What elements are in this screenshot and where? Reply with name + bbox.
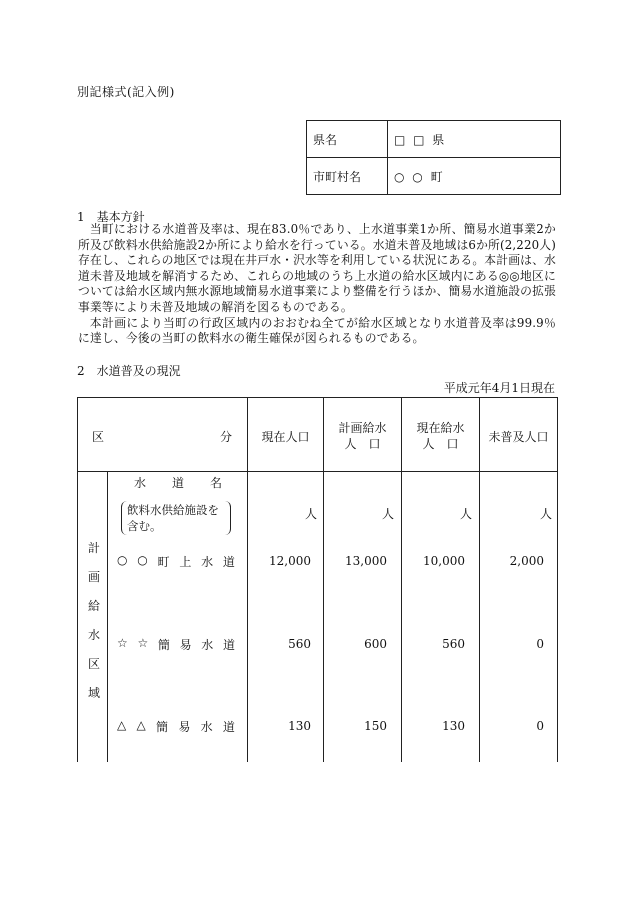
as-of-date: 平成元年4月1日現在 [443, 381, 555, 395]
unit-label: 人 [459, 507, 472, 521]
form-title: 別記様式(記入例) [77, 85, 175, 99]
unit-label: 人 [381, 507, 394, 521]
header-current-served [402, 420, 479, 452]
cell-current-served: 560 [442, 637, 465, 651]
header-division-left: 区 [92, 430, 105, 444]
side-label-char: 域 [87, 686, 100, 700]
cell-current-served: 10,000 [423, 554, 465, 568]
prefecture-value: □ □ 県 [388, 121, 561, 158]
cell-planned-population: 600 [364, 637, 387, 651]
column-divider [323, 398, 324, 762]
name-char: 上 [179, 555, 192, 569]
name-char: 水 [201, 555, 214, 569]
cell-unserved-population: 2,000 [509, 554, 544, 568]
header-unserved-population: 未普及人口 [488, 430, 549, 444]
name-char: 道 [222, 555, 235, 569]
name-char: ☆ [117, 636, 128, 650]
header-planned-population [324, 420, 401, 452]
name-char: 水 [200, 720, 213, 734]
side-label-char: 水 [87, 628, 100, 642]
paragraph: 当町における水道普及率は、現在83.0％であり、上水道事業1か所、簡易水道事業2か所及び飲料水供給施設2か所により給水を行っている。水道未普及地域は6か所(2,220人)存在し、これらの地区では現在井戸水・沢水等を利用している状況にある。本計画は、水道未普及地域を解消するため、これらの地域のうち上水道の給水区域内にある◎◎地区については給水区域内無水源地域簡易水道事業により整備を行うほか、簡易水道施設の拡張事業等により未普及地域の解消を図るものである。 [78, 222, 556, 314]
side-label-planned-area [87, 534, 101, 708]
name-char: 水 [201, 638, 214, 652]
name-char: 道 [222, 638, 235, 652]
name-char: 道 [222, 720, 235, 734]
name-char: 易 [179, 638, 192, 652]
header-line: 人 口 [422, 437, 459, 451]
cell-current-served: 130 [442, 719, 465, 733]
name-char: ☆ [137, 636, 149, 650]
waterworks-name-town-water [117, 553, 235, 570]
column-divider [479, 398, 480, 762]
label-char: 水 [134, 476, 147, 490]
header-line: 現在給水 [416, 421, 465, 435]
unit-label: 人 [304, 507, 317, 521]
municipality-label: 市町村名 [307, 158, 388, 195]
cell-current-population: 12,000 [269, 554, 311, 568]
header-line: 計画給水 [338, 421, 387, 435]
column-divider [401, 398, 402, 762]
name-char: △ [117, 718, 127, 732]
name-char: 易 [178, 720, 191, 734]
cell-unserved-population: 0 [536, 637, 544, 651]
side-label-char: 画 [87, 570, 100, 584]
waterworks-name-star-simple [117, 636, 235, 653]
bracket-note-text: 飲料水供給施設を含む。 [127, 503, 219, 533]
prefecture-table [306, 120, 561, 195]
name-char: △ [136, 718, 146, 732]
cell-current-population: 130 [288, 719, 311, 733]
side-label-char: 計 [87, 541, 100, 555]
label-char: 道 [171, 476, 184, 490]
cell-planned-population: 150 [364, 719, 387, 733]
name-char: 町 [157, 555, 170, 569]
water-supply-table [77, 397, 558, 762]
prefecture-label: 県名 [307, 121, 388, 158]
header-line: 人 口 [344, 437, 381, 451]
cell-unserved-population: 0 [536, 719, 544, 733]
waterworks-name-triangle-simple [117, 718, 235, 735]
section1-body [78, 222, 556, 347]
name-char: 簡 [156, 720, 169, 734]
table-row [307, 158, 561, 195]
name-char: ○ [137, 553, 148, 567]
name-char: ○ [117, 553, 128, 567]
side-label-char: 給 [87, 599, 100, 613]
paragraph: 本計画により当町の行政区域内のおおむね全てが給水区域となり水道普及率は99.9％に達し、今後の当町の飲料水の衛生確保が図られるものである。 [78, 315, 556, 346]
table-row [307, 121, 561, 158]
side-column-divider [107, 471, 108, 762]
header-division-right: 分 [220, 430, 233, 444]
side-label-char: 区 [87, 657, 100, 671]
section1-title: 1 基本方針 [77, 210, 145, 224]
label-char: 名 [209, 476, 222, 490]
section2-title: 2 水道普及の現況 [77, 364, 181, 378]
cell-current-population: 560 [288, 637, 311, 651]
bracket-note [121, 501, 231, 535]
municipality-value: ○ ○ 町 [388, 158, 561, 195]
name-char: 簡 [157, 638, 170, 652]
cell-planned-population: 13,000 [345, 554, 387, 568]
header-divider [78, 471, 557, 472]
column-divider [247, 398, 248, 762]
waterworks-name-label [134, 474, 222, 491]
unit-label: 人 [539, 507, 552, 521]
header-current-population: 現在人口 [261, 430, 310, 444]
